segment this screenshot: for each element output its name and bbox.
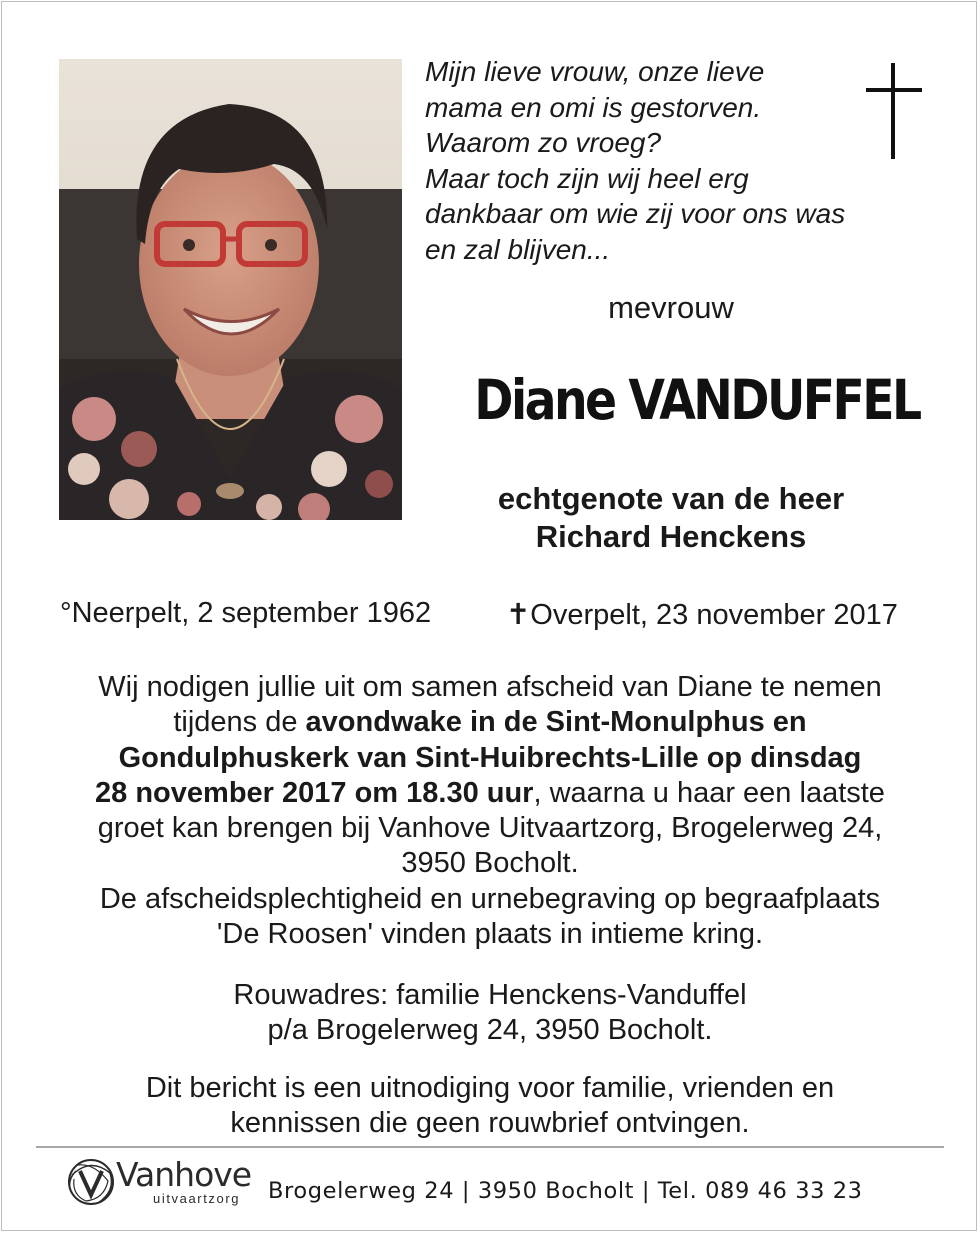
invitation-line: Wij nodigen jullie uit om samen afscheid van Diane te nemen	[98, 671, 882, 703]
invitation-line: 'De Roosen' vinden plaats in intieme kring.	[216, 918, 764, 951]
invitation-text: tijdens de	[173, 706, 306, 739]
cross-icon	[866, 63, 922, 159]
life-dates	[0, 597, 980, 633]
address-line: p/a Brogelerweg 24, 3950 Bocholt.	[267, 1014, 713, 1046]
invitation-line	[30, 705, 950, 740]
spouse-info	[440, 480, 902, 556]
wake-details: avondwake in de Sint-Monulphus en	[305, 706, 807, 739]
spouse-line: echtgenote van de heer	[497, 481, 845, 516]
invitation-line	[30, 776, 950, 811]
wake-location: Gondulphuskerk van Sint-Huibrechts-Lille op dinsdag	[118, 741, 862, 774]
notice-line: kennissen die geen rouwbrief ontvingen.	[230, 1107, 750, 1139]
invitation-line: 3950 Bocholt.	[401, 847, 579, 880]
logo-subtitle: uitvaartzorg	[153, 1191, 241, 1206]
poem-line: mama en omi is gestorven.	[425, 91, 762, 123]
footer-contact: Brogelerweg 24 | 3950 Bocholt | Tel. 089 46 33 23	[268, 1178, 863, 1204]
funeral-home-logo	[64, 1153, 264, 1211]
portrait-photo	[59, 59, 402, 520]
address-line: Rouwadres: familie Henckens-Vanduffel	[233, 979, 747, 1011]
poem-line: Waarom zo vroeg?	[425, 127, 662, 158]
invitation-notice	[30, 1071, 950, 1141]
death-date: ✝Overpelt, 23 november 2017	[506, 599, 898, 631]
birth-date: °Neerpelt, 2 september 1962	[60, 597, 432, 629]
invitation-line: groet kan brengen bij Vanhove Uitvaartzorg, Brogelerweg 24,	[97, 812, 883, 845]
poem-line: en zal blijven...	[425, 233, 611, 265]
footer-divider	[36, 1146, 944, 1148]
notice-line: Dit bericht is een uitnodiging voor familie, vrienden en	[145, 1072, 835, 1104]
invitation-text: , waarna u haar een laatste	[533, 776, 885, 809]
poem-line: Mijn lieve vrouw, onze lieve	[425, 56, 765, 87]
mourning-address	[30, 978, 950, 1048]
honorific: mevrouw	[608, 290, 734, 325]
vanhove-logo-icon	[64, 1155, 118, 1209]
poem-line: Maar toch zijn wij heel erg	[425, 162, 749, 194]
poem-line: dankbaar om wie zij voor ons was	[425, 198, 846, 229]
logo-name: Vanhove	[116, 1155, 252, 1194]
spouse-name: Richard Henckens	[535, 519, 807, 554]
invitation-line: De afscheidsplechtigheid en urnebegraving op begraafplaats	[99, 882, 881, 915]
poem	[425, 54, 855, 267]
wake-datetime: 28 november 2017 om 18.30 uur	[95, 776, 534, 809]
ceremony-invitation	[30, 670, 950, 952]
deceased-name: Diane VANDUFFEL	[474, 368, 920, 432]
